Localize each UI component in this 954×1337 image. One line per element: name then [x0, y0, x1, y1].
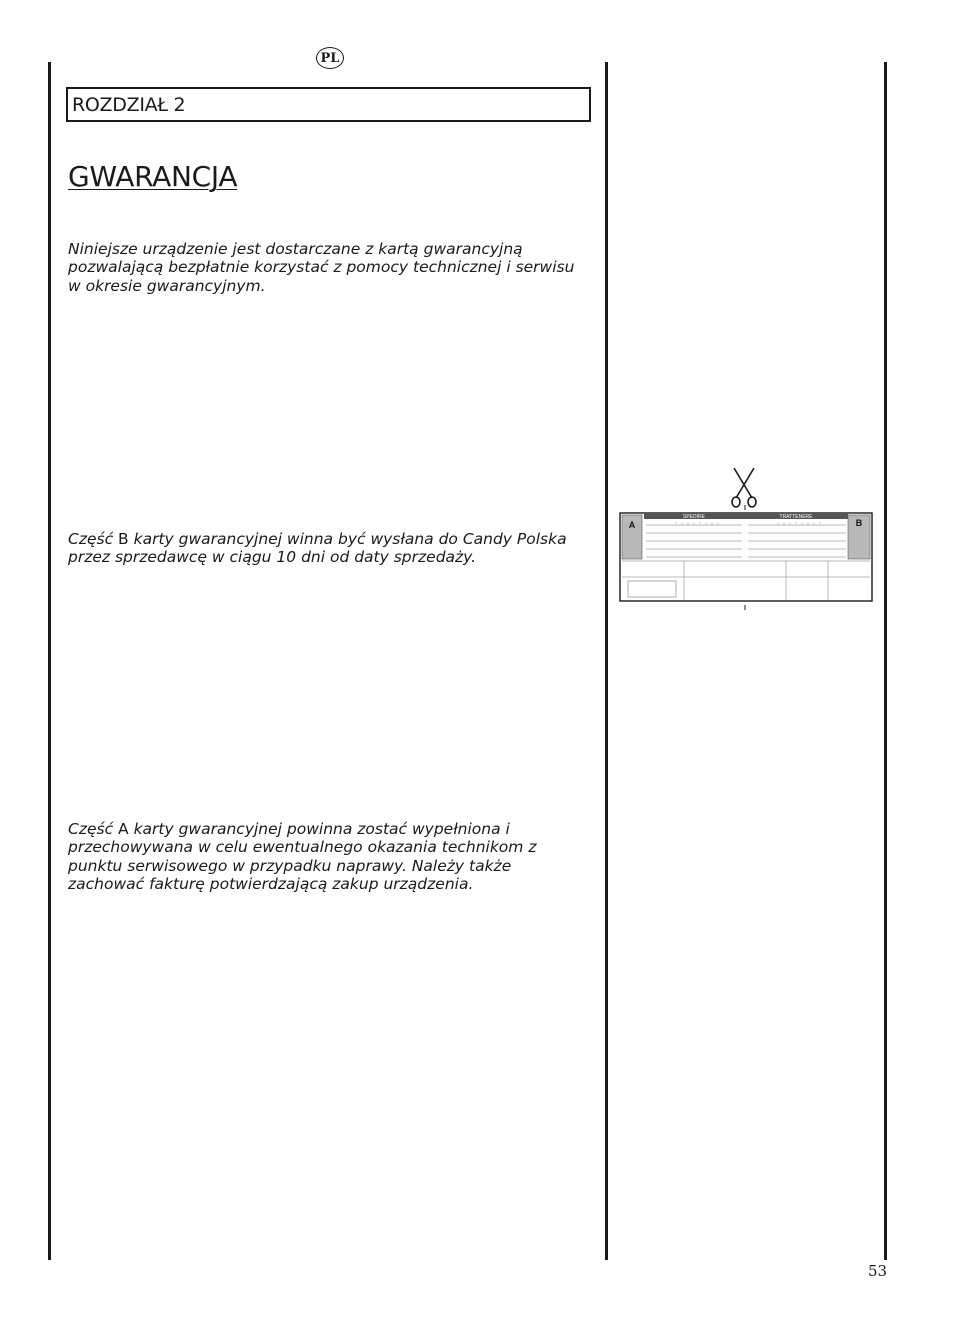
paragraph-part-a-text: karty gwarancyjnej powinna zostać wypełniona i przechowywana w celu ewentualnego okazania technikom z punktu serwisowego w przypadku naprawy. Należy także zachować fakturę potwierdzającą zakup urządzenia.: [68, 820, 537, 893]
scissors-icon: [728, 466, 760, 508]
page-number: 53: [868, 1262, 888, 1280]
language-badge: PL: [316, 47, 344, 69]
card-header-right: TRATTENERE: [779, 514, 813, 520]
part-a-letter: A: [118, 820, 129, 838]
card-letter-b: B: [855, 518, 863, 528]
paragraph-intro: Niniejsze urządzenie jest dostarczane z kartą gwarancyjną pozwalającą bezpłatnie korzystać z pomocy technicznej i serwisu w okresie gwarancyjnym.: [68, 240, 575, 295]
right-margin-rule: [884, 62, 887, 1260]
chapter-label: ROZDZIAŁ 2: [72, 93, 186, 116]
warranty-card-illustration: [618, 505, 874, 615]
chapter-heading-box: [66, 87, 591, 122]
page-title: GWARANCJA: [68, 160, 238, 193]
left-margin-rule: [48, 62, 51, 1260]
center-column-rule: [605, 62, 608, 1260]
paragraph-part-b: [68, 530, 588, 567]
paragraph-part-b-text: karty gwarancyjnej winna być wysłana do Candy Polska przez sprzedawcę w ciągu 10 dni od daty sprzedaży.: [68, 530, 567, 567]
paragraph-part-a: [68, 820, 588, 893]
card-letter-a: A: [628, 520, 636, 530]
card-header-left: SPEDIRE: [683, 514, 705, 520]
paragraph-part-b-lead: Część: [68, 530, 119, 548]
card-stamp-box: [628, 581, 676, 597]
part-b-letter: B: [118, 530, 129, 548]
paragraph-part-a-lead: Część: [68, 820, 119, 838]
card-header-bar: [644, 513, 848, 519]
